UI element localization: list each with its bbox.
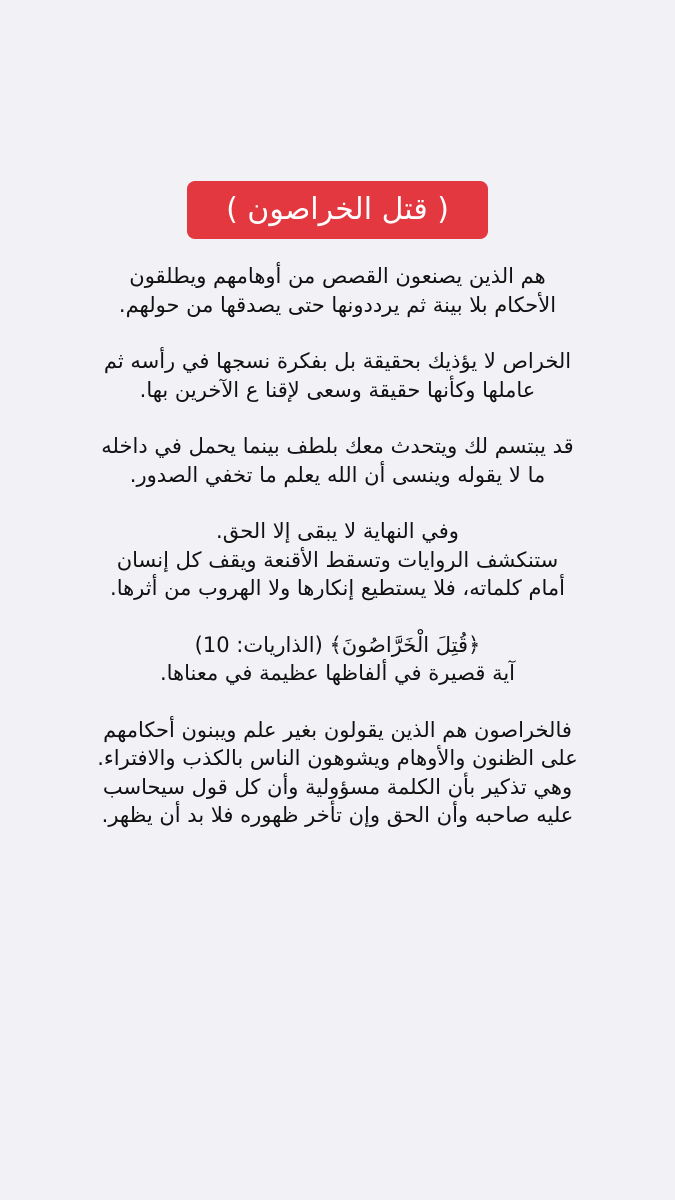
text-line: عليه صاحبه وأن الحق وإن تأخر ظهوره فلا بد أن يظهر. [101, 803, 574, 827]
paragraph-5-verse [30, 631, 645, 688]
text-line: الأحكام بلا بينة ثم يرددونها حتى يصدقها من حولهم. [118, 292, 557, 317]
text-line: ما لا يقوله وينسى أن الله يعلم ما تخفي الصدور. [129, 462, 546, 487]
text-line: على الظنون والأوهام ويشوهون الناس بالكذب والافتراء. [97, 746, 578, 770]
paragraph-2 [30, 347, 645, 404]
title-badge: ( قتل الخراصون ) [187, 181, 488, 239]
paragraph-3 [30, 432, 645, 489]
text-line: قد يبتسم لك ويتحدث معك بلطف بينما يحمل في داخله [101, 434, 574, 458]
paragraph-6 [30, 716, 645, 830]
paragraph-4 [30, 517, 645, 603]
text-line: هم الذين يصنعون القصص من أوهامهم ويطلقون [129, 264, 546, 288]
paragraph-1 [30, 262, 645, 319]
text-line: وهي تذكير بأن الكلمة مسؤولية وأن كل قول سيحاسب [102, 774, 573, 799]
text-line: آية قصيرة في ألفاظها عظيمة في معناها. [159, 661, 516, 685]
text-line: الخراص لا يؤذيك بحقيقة بل بفكرة نسجها في رأسه ثم [103, 349, 572, 373]
quran-verse-line: ﴿قُتِلَ الْخَرَّاصُونَ﴾ (الذاريات: 10) [194, 632, 481, 657]
text-line: عاملها وكأنها حقيقة وسعى لإقنا ع الآخرين بها. [139, 377, 536, 402]
body-text [30, 262, 645, 858]
text-line: وفي النهاية لا يبقى إلا الحق. [216, 519, 459, 543]
text-line: ستنكشف الروايات وتسقط الأقنعة ويقف كل إنسان [116, 547, 559, 572]
text-line: فالخراصون هم الذين يقولون بغير علم ويبنون أحكامهم [103, 717, 572, 742]
text-line: أمام كلماته، فلا يستطيع إنكارها ولا الهروب من أثرها. [110, 576, 565, 600]
